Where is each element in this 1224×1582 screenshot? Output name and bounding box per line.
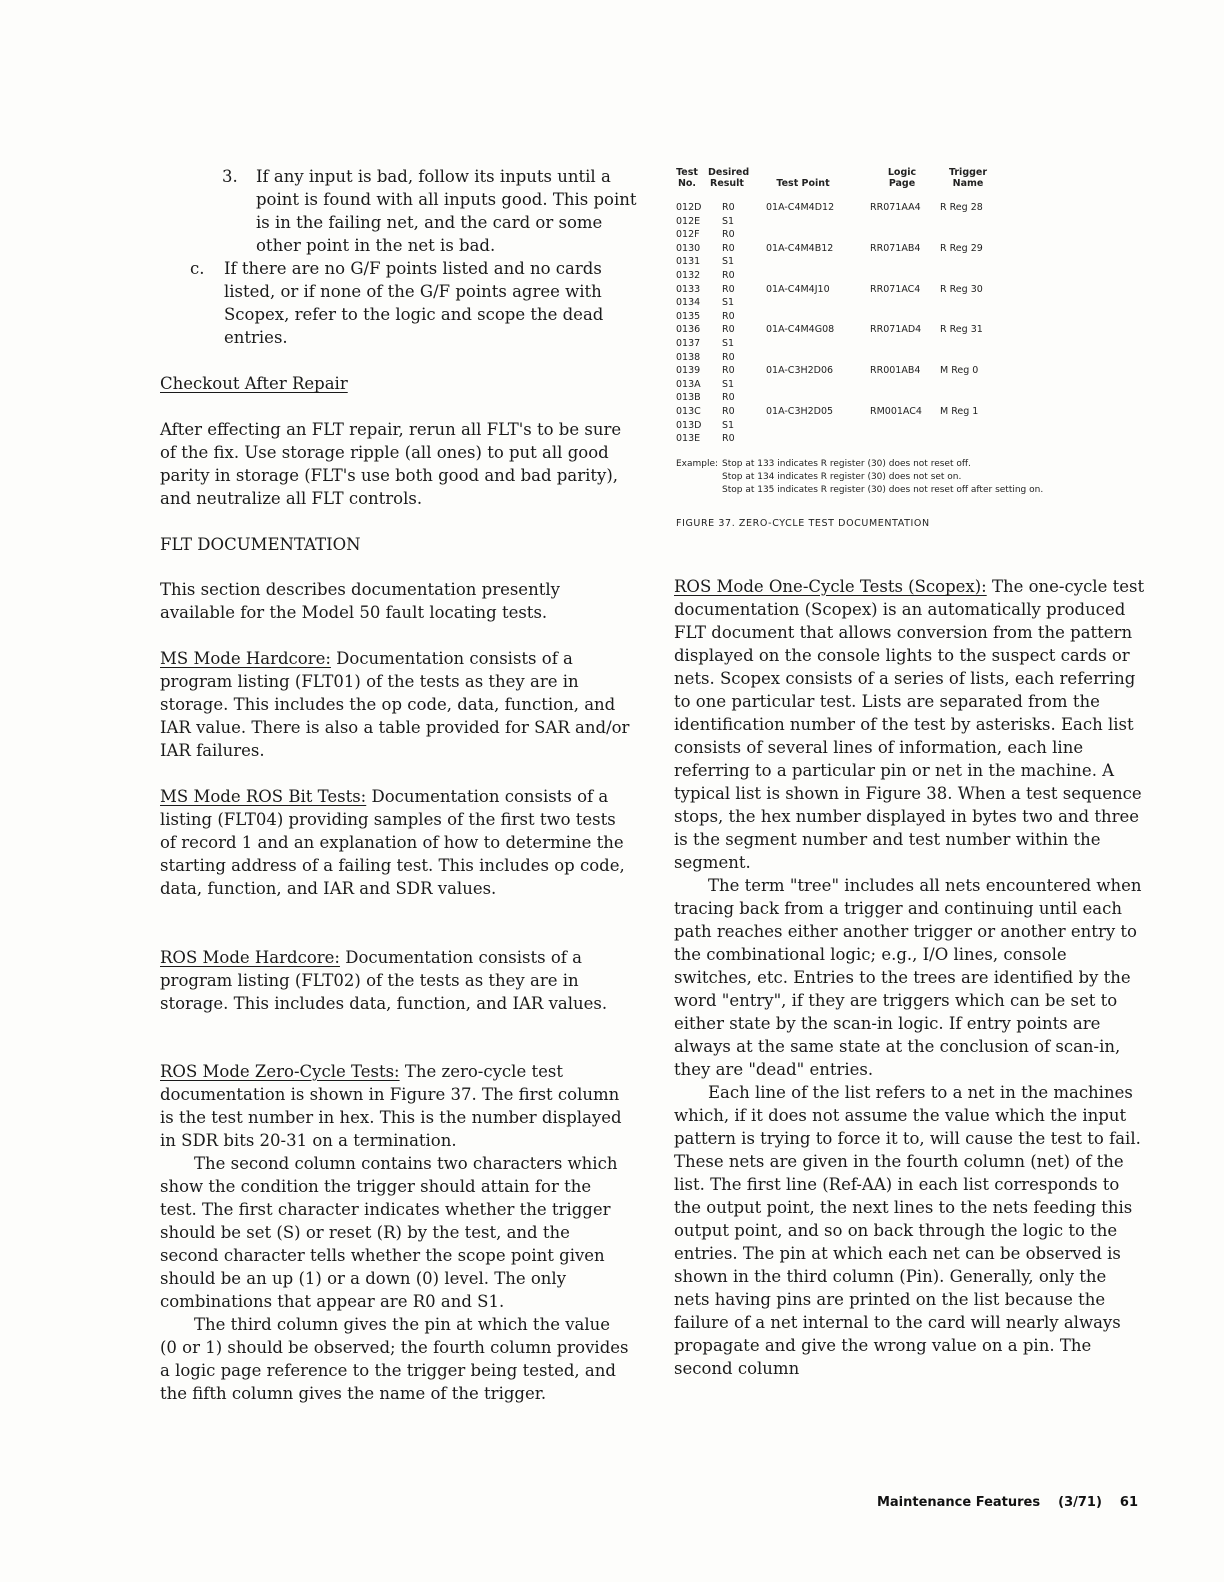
cell-logic-page: RR071AB4: [870, 242, 921, 254]
cell-test-point: 01A-C4M4D12: [766, 202, 835, 213]
cell-test-no: 0137: [676, 338, 701, 349]
cell-desired-result: R0: [722, 324, 735, 336]
checkout-paragraph: After effecting an FLT repair, rerun all FLT's to be sure of the fix. Use storage ripple (all ones) to put all good parity in storage (FLT's use both good and bad parity), and neutralize all FLT controls.: [160, 420, 622, 508]
figure-caption: FIGURE 37. ZERO-CYCLE TEST DOCUMENTATION: [676, 518, 930, 529]
section-heading: FLT DOCUMENTATION: [160, 535, 361, 554]
example-line-2: Stop at 134 indicates R register (30) does not set on.: [722, 472, 962, 482]
cell-desired-result: R0: [722, 406, 735, 417]
example-label: Example:: [676, 459, 719, 469]
cell-test-no: 0135: [676, 310, 701, 322]
ms-ros-label: MS Mode ROS Bit Tests:: [160, 787, 367, 806]
cell-desired-result: R0: [722, 351, 735, 363]
list-text: If any input is bad, follow its inputs until a point is found with all inputs good. This point is in the failing net, and the card or some other point in the net is bad.: [256, 167, 637, 255]
cell-test-no: 0138: [676, 351, 701, 363]
ros-hardcore-paragraph: ROS Mode Hardcore: Documentation consists of a program listing (FLT02) of the tests as they are in storage. This includes data, function, and IAR values.: [160, 948, 608, 1013]
checkout-heading: Checkout After Repair: [160, 374, 348, 393]
cell-trigger-name: M Reg 1: [940, 406, 979, 417]
cell-test-no: 013D: [676, 419, 702, 431]
cell-logic-page: RR071AA4: [870, 202, 921, 213]
cell-desired-result: R0: [722, 433, 735, 445]
footer-date: (3/71): [1058, 1495, 1102, 1510]
ms-hardcore-paragraph: MS Mode Hardcore: Documentation consists of a program listing (FLT01) of the tests as they are in storage. This includes the op code, data, function, and IAR value. There is also a table provided for SAR and/or IAR failures.: [160, 649, 630, 760]
cell-test-point: 01A-C4M4G08: [766, 324, 835, 336]
header-trigger-name: Trigger Name: [948, 167, 988, 189]
intro-paragraph: This section describes documentation presently available for the Model 50 fault locating tests.: [160, 580, 560, 622]
cell-test-no: 013B: [676, 392, 701, 404]
cell-desired-result: S1: [722, 297, 735, 309]
cell-desired-result: S1: [722, 419, 735, 431]
cell-logic-page: RR071AC4: [870, 283, 921, 295]
tree-paragraph: The term "tree" includes all nets encountered when tracing back from a trigger and continuing until each path reaches either another trigger or another entry to the combinational logic; e.g., I/O lines, console switches, etc. Entries to the trees are identified by the word "entry", if they are triggers which can be set to either state by the scan-in logic. If entry points are always at the same state at the conclusion of scan-in, they are "dead" entries.: [674, 876, 1142, 1079]
ros-zero-paragraph: ROS Mode Zero-Cycle Tests: The zero-cycle test documentation is shown in Figure 37. The first column is the test number in hex. This is the number displayed in SDR bits 20-31 on a termination. The second column contains two characters which show the condition the trigger should attain for the test. The first character indicates whether the trigger should be set (S) or reset (R) by the test, and the second character tells whether the scope point given should be an up (1) or a down (0) level. The only combinations that appear are R0 and S1. The third column gives the pin at which the value (0 or 1) should be observed; the fourth column provides a logic page reference to the trigger being tested, and the fifth column gives the name of the trigger.: [160, 1062, 629, 1403]
cell-test-no: 013E: [676, 433, 701, 445]
ros-zero-label: ROS Mode Zero-Cycle Tests:: [160, 1062, 400, 1081]
cell-test-no: 0134: [676, 297, 701, 309]
cell-test-no: 013A: [676, 378, 701, 390]
cell-test-no: 012D: [676, 202, 702, 213]
ros-hardcore-label: ROS Mode Hardcore:: [160, 948, 340, 967]
cell-test-no: 0133: [676, 283, 701, 295]
cell-test-point: 01A-C4M4B12: [766, 242, 834, 254]
ms-ros-paragraph: MS Mode ROS Bit Tests: Documentation consists of a listing (FLT04) providing samples of the first two tests of record 1 and an explanation of how to determine the starting address of a failing test. This includes op code, data, function, and IAR and SDR values.: [160, 787, 625, 898]
cell-test-no: 0139: [676, 365, 701, 377]
cell-logic-page: RR001AB4: [870, 365, 921, 377]
cell-desired-result: S1: [722, 215, 735, 227]
cell-trigger-name: M Reg 0: [940, 365, 979, 377]
cell-logic-page: RM001AC4: [870, 406, 922, 417]
cell-desired-result: R0: [722, 365, 735, 377]
header-test-no: Test No.: [676, 167, 698, 189]
example-line-3: Stop at 135 indicates R register (30) does not reset off after setting on.: [722, 485, 1044, 495]
cell-test-point: 01A-C3H2D05: [766, 406, 834, 417]
cell-trigger-name: R Reg 30: [940, 283, 983, 295]
cell-desired-result: S1: [722, 378, 735, 390]
header-logic-page: Logic Page: [887, 167, 917, 189]
list-text: If there are no G/F points listed and no cards listed, or if none of the G/F points agree with Scopex, refer to the logic and scope the dead entries.: [224, 259, 604, 347]
list-marker: c.: [190, 259, 205, 278]
header-desired-result: Desired Result: [708, 167, 750, 189]
cell-desired-result: R0: [722, 242, 735, 254]
line-paragraph: Each line of the list refers to a net in the machines which, if it does not assume the value which the input pattern is trying to force it to, will cause the test to fail. These nets are given in the fourth column (net) of the list. The first line (Ref-AA) in each list corresponds to the output point, the next lines to the nets feeding this output point, and so on back through the logic to the entries. The pin at which each net can be observed is shown in the third column (Pin). Generally, only the nets having pins are printed on the list because the failure of a net internal to the card will nearly always propagate and give the wrong value on a pin. The second column: [674, 1083, 1141, 1378]
example-line-1: Stop at 133 indicates R register (30) does not reset off.: [722, 459, 971, 469]
cell-desired-result: R0: [722, 283, 735, 295]
page-number: 61: [1119, 1495, 1138, 1510]
scopex-label: ROS Mode One-Cycle Tests (Scopex):: [674, 577, 987, 596]
cell-test-no: 012E: [676, 215, 701, 227]
page-footer: [859, 1495, 1138, 1510]
cell-desired-result: R0: [722, 202, 735, 213]
scopex-paragraph: ROS Mode One-Cycle Tests (Scopex): The one-cycle test documentation (Scopex) is an automatically produced FLT document that allows conversion from the pattern displayed on the console lights to the suspect cards or nets. Scopex consists of a series of lists, each referring to one particular test. Lists are separated from the identification number of the test by asterisks. Each list consists of several lines of information, each line referring to a particular pin or net in the machine. A typical list is shown in Figure 38. When a test sequence stops, the hex number displayed in bytes two and three is the segment number and test number within the segment.: [674, 577, 1145, 872]
cell-test-no: 012F: [676, 229, 700, 241]
ms-hardcore-label: MS Mode Hardcore:: [160, 649, 331, 668]
cell-test-point: 01A-C3H2D06: [766, 365, 834, 377]
cell-desired-result: S1: [722, 338, 735, 349]
list-marker: 3.: [222, 167, 238, 186]
cell-test-no: 0130: [676, 242, 701, 254]
ros-zero-paragraph-3: The third column gives the pin at which the value (0 or 1) should be observed; the fourth column provides a logic page reference to the trigger being tested, and the fifth column gives the name of the trigger.: [160, 1315, 629, 1403]
cell-logic-page: RR071AD4: [870, 324, 922, 336]
cell-desired-result: R0: [722, 270, 735, 281]
footer-section: Maintenance Features: [876, 1495, 1041, 1510]
cell-desired-result: S1: [722, 256, 735, 268]
cell-test-no: 013C: [676, 406, 701, 417]
cell-trigger-name: R Reg 31: [940, 324, 983, 336]
ros-zero-paragraph-2: The second column contains two characters which show the condition the trigger should attain for the test. The first character indicates whether the trigger should be set (S) or reset (R) by the test, and the second character tells whether the scope point given should be an up (1) or a down (0) level. The only combinations that appear are R0 and S1.: [160, 1154, 618, 1311]
cell-trigger-name: R Reg 28: [940, 202, 983, 213]
header-test-point: Test Point: [776, 178, 830, 189]
cell-desired-result: R0: [722, 229, 735, 241]
cell-test-no: 0132: [676, 270, 701, 281]
right-column: [674, 575, 1146, 1380]
cell-test-no: 0131: [676, 256, 701, 268]
cell-trigger-name: R Reg 29: [940, 242, 983, 254]
cell-desired-result: R0: [722, 392, 735, 404]
cell-test-no: 0136: [676, 324, 701, 336]
cell-test-point: 01A-C4M4J10: [766, 283, 830, 295]
cell-desired-result: R0: [722, 310, 735, 322]
